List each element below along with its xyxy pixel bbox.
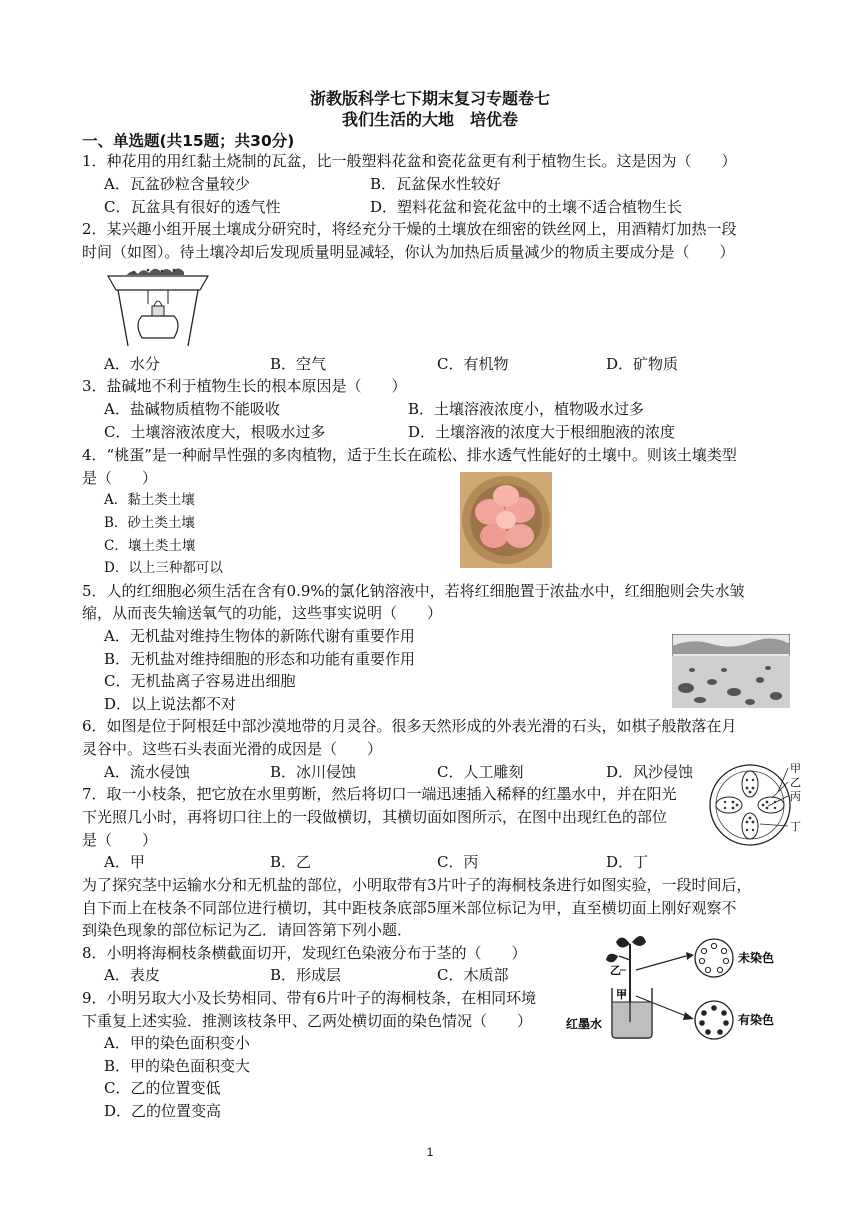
document-subtitle: 我们生活的大地 培优卷	[341, 110, 518, 129]
question-5-stem-line1: 5．人的红细胞必须生活在含有0.9%的氯化钠溶液中，若将红细胞置于浓盐水中，红细胞则会失水皱	[82, 582, 745, 600]
soil-heating-figure	[104, 264, 214, 348]
question-7-stem-line1: 7．取一小枝条，把它放在水里剪断，然后将切口一端迅速插入稀释的红墨水中，并在阳光	[82, 785, 677, 803]
q2-option-d: D．矿物质	[606, 355, 679, 373]
label-stained: 有染色	[738, 1013, 775, 1027]
q2-option-c: C．有机物	[437, 355, 509, 373]
q6-option-b: B．冰川侵蚀	[270, 763, 357, 781]
label-ding: 丁	[790, 820, 801, 833]
q7-option-c: C．丙	[437, 853, 479, 871]
stem-cross-section-figure	[706, 762, 812, 848]
succulent-photo	[460, 472, 552, 568]
question-8-stem: 8．小明将海桐枝条横截面切开，发现红色染液分布于茎的（ ）	[82, 944, 527, 962]
label-bing: 丙	[790, 790, 801, 803]
label-yi-position: 乙	[610, 964, 621, 977]
stem-dye-experiment-figure	[566, 930, 788, 1042]
q7-option-b: B．乙	[270, 853, 312, 871]
q4-option-c: C．壤土类土壤	[104, 538, 196, 554]
document-title: 浙教版科学七下期末复习专题卷七	[309, 89, 550, 108]
label-jia: 甲	[790, 762, 801, 775]
q6-option-a: A．流水侵蚀	[104, 763, 190, 781]
label-yi: 乙	[790, 776, 801, 789]
q9-option-c: C．乙的位置变低	[104, 1079, 221, 1097]
q1-option-c: C．瓦盆具有很好的透气性	[104, 198, 281, 216]
q7-option-a: A．甲	[104, 853, 145, 871]
q6-option-c: C．人工雕刻	[437, 763, 524, 781]
question-6-stem-line2: 灵谷中。这些石头表面光滑的成因是（ ）	[82, 740, 383, 758]
label-red-ink: 红墨水	[566, 1017, 603, 1031]
q2-option-a: A．水分	[104, 355, 160, 373]
q1-option-a: A．瓦盆砂粒含量较少	[104, 175, 250, 193]
q1-option-b: B．瓦盆保水性较好	[370, 175, 502, 193]
q6-option-d: D．风沙侵蚀	[606, 763, 694, 781]
q4-option-b: B．砂土类土壤	[104, 515, 195, 531]
q5-option-a: A．无机盐对维持生物体的新陈代谢有重要作用	[104, 627, 415, 645]
passage-line2: 自下而上在枝条不同部位进行横切，其中距枝条底部5厘米部位标记为甲，直至横切面上刚好观察不	[82, 899, 737, 917]
question-3-stem: 3．盐碱地不利于植物生长的根本原因是（ ）	[82, 377, 407, 395]
q8-option-b: B．形成层	[270, 966, 342, 984]
question-7-stem-line2: 下光照几小时，再将切口往上的一段做横切，其横切面如图所示，在图中出现红色的部位	[82, 808, 668, 826]
question-5-stem-line2: 缩，从而丧失输送氧气的功能，这些事实说明（ ）	[82, 604, 443, 622]
q8-option-c: C．木质部	[437, 966, 509, 984]
question-6-stem-line1: 6．如图是位于阿根廷中部沙漠地带的月灵谷。很多天然形成的外表光滑的石头，如棋子般散落在月	[82, 717, 737, 735]
q8-option-a: A．表皮	[104, 966, 160, 984]
question-9-stem-line1: 9．小明另取大小及长势相同、带有6片叶子的海桐枝条，在相同环境	[82, 989, 537, 1007]
q1-option-d: D．塑料花盆和瓷花盆中的土壤不适合植物生长	[370, 198, 683, 216]
q9-option-a: A．甲的染色面积变小	[104, 1034, 250, 1052]
question-9-stem-line2: 下重复上述实验．推测该枝条甲、乙两处横切面的染色情况（ ）	[82, 1012, 533, 1030]
label-unstained: 未染色	[738, 951, 775, 965]
page-number: 1	[426, 1145, 434, 1159]
q3-option-a: A．盐碱物质植物不能吸收	[104, 400, 280, 418]
question-1-stem: 1．种花用的用红黏土烧制的瓦盆，比一般塑料花盆和瓷花盆更有利于植物生长。这是因为（ ）	[82, 152, 737, 170]
q3-option-d: D．土壤溶液的浓度大于根细胞液的浓度	[408, 423, 676, 441]
q5-option-d: D．以上说法都不对	[104, 695, 237, 713]
passage-line1: 为了探究茎中运输水分和无机盐的部位，小明取带有3片叶子的海桐枝条进行如图实验，一段时间后，	[82, 876, 752, 894]
passage-line3: 到染色现象的部位标记为乙．请回答第下列小题．	[82, 921, 413, 939]
question-2-stem-line2: 时间（如图）。待土壤冷却后发现质量明显减轻，你认为加热后质量减少的物质主要成分是（ ）	[82, 243, 735, 261]
q7-option-d: D．丁	[606, 853, 649, 871]
q9-option-b: B．甲的染色面积变大	[104, 1057, 251, 1075]
q4-option-a: A．黏土类土壤	[104, 492, 195, 508]
q2-option-b: B．空气	[270, 355, 327, 373]
moon-valley-photo	[672, 634, 790, 708]
q5-option-b: B．无机盐对维持细胞的形态和功能有重要作用	[104, 650, 416, 668]
question-4-stem-line2: 是（ ）	[82, 469, 158, 487]
section-heading: 一、单选题(共15题；共30分)	[82, 132, 295, 150]
q3-option-c: C．土壤溶液浓度大，根吸水过多	[104, 423, 326, 441]
q9-option-d: D．乙的位置变高	[104, 1102, 222, 1120]
q3-option-b: B．土壤溶液浓度小，植物吸水过多	[408, 400, 645, 418]
label-jia-position: 甲	[616, 988, 627, 1001]
question-2-stem-line1: 2．某兴趣小组开展土壤成分研究时，将经充分干燥的土壤放在细密的铁丝网上，用酒精灯加热一段	[82, 220, 737, 238]
question-7-stem-line3: 是（ ）	[82, 831, 158, 849]
q4-option-d: D．以上三种都可以	[104, 560, 223, 576]
q5-option-c: C．无机盐离子容易进出细胞	[104, 672, 296, 690]
question-4-stem-line1: 4．“桃蛋”是一种耐旱性强的多肉植物，适于生长在疏松、排水透气性能好的土壤中。则该土壤类型	[82, 446, 737, 464]
